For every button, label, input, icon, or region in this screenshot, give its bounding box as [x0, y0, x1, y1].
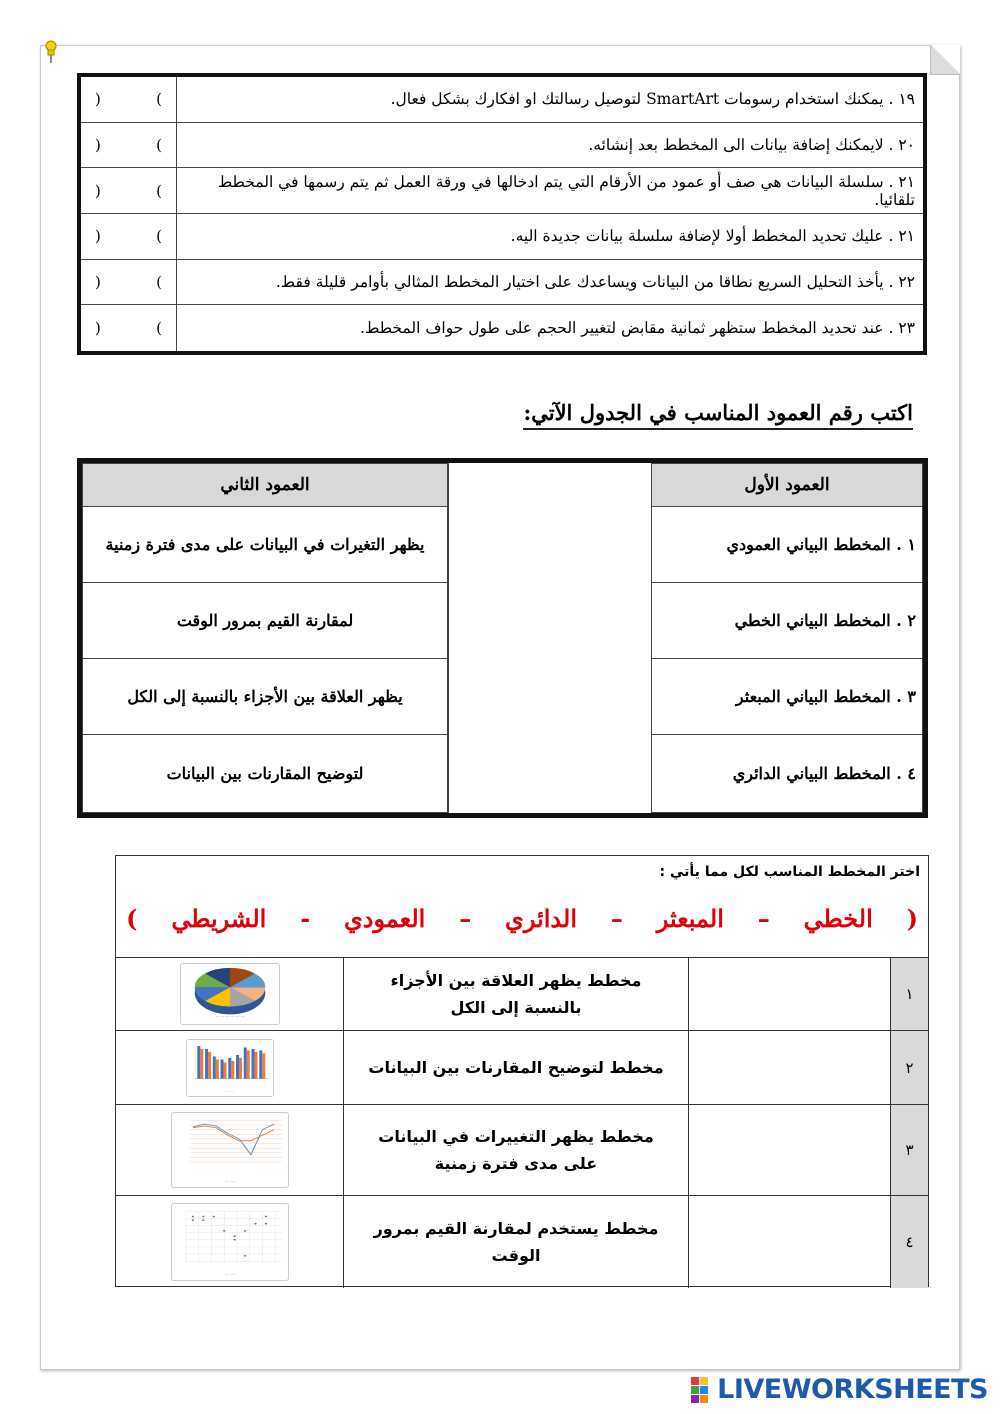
open-paren: ( [156, 90, 162, 109]
chart-type-item: ١ . المخطط البياني العمودي [652, 507, 922, 583]
svg-text:— —: — — [224, 1178, 235, 1184]
statement-row [81, 214, 923, 260]
statement-row [81, 305, 923, 351]
chart-option: الشريطي [171, 904, 267, 933]
chart-type-item: ٤ . المخطط البياني الدائري [732, 763, 916, 783]
chart-option: ) [126, 904, 138, 933]
close-paren: ) [95, 227, 101, 246]
chart-option: المبعثر [656, 904, 724, 933]
answer-cell[interactable] [688, 1196, 890, 1288]
choose-instruction: اختر المخطط المناسب لكل مما يأتي : [659, 864, 920, 880]
chart-option: العمودي [344, 904, 426, 933]
answer-parentheses[interactable] [81, 214, 177, 259]
chart-option: - [300, 904, 311, 933]
chart-description: مخطط يظهر التغييرات في البيانات على مدى فترة زمنية [343, 1105, 688, 1195]
pin-icon [44, 40, 58, 64]
answer-parentheses[interactable] [81, 260, 177, 305]
close-paren: ) [95, 181, 101, 200]
row-number: ١ [890, 958, 928, 1030]
column-two-header: العمود الثاني [83, 464, 447, 507]
close-paren: ) [95, 273, 101, 292]
choose-chart-table [115, 855, 929, 1287]
chart-option: – [459, 904, 472, 933]
row-number: ٣ [890, 1105, 928, 1195]
page-fold-corner [930, 45, 960, 75]
close-paren: ) [95, 136, 101, 155]
chart-option: الخطي [803, 904, 873, 933]
chart-option: – [757, 904, 770, 933]
chart-question-row [116, 1105, 928, 1196]
logo-text: LIVEWORKSHEETS [717, 1374, 988, 1405]
answer-column[interactable] [448, 463, 652, 813]
statement-row [81, 123, 923, 169]
answer-parentheses[interactable] [81, 77, 177, 122]
chart-description: مخطط يستخدم لمقارنة القيم بمرور الوقت [343, 1196, 688, 1288]
close-paren: ) [95, 319, 101, 338]
chart-description: مخطط يظهر العلاقة بين الأجزاء بالنسبة إلى الكل [343, 958, 688, 1030]
svg-text:— — — — — —: — — — — — — [214, 1013, 245, 1019]
chart-option: – [610, 904, 623, 933]
description-item: لتوضيح المقارنات بين البيانات [166, 763, 364, 783]
answer-cell[interactable] [688, 958, 890, 1030]
chart-option: ( [906, 904, 918, 933]
statement-text: ٢٢ . يأخذ التحليل السريع نطاقا من البيانات ويساعدك على اختيار المخطط المثالي بأوامر قليلة فقط. [275, 273, 915, 292]
open-paren: ( [156, 136, 162, 155]
chart-option: الدائري [505, 904, 577, 933]
description-item: يظهر العلاقة بين الأجزاء بالنسبة إلى الكل [83, 659, 447, 735]
column-chart-icon [186, 1039, 274, 1097]
statement-text: ٢١ . سلسلة البيانات هي صف أو عمود من الأرقام التي يتم ادخالها في ورقة العمل ثم يتم رسمها في المخطط تلقائيا. [217, 172, 915, 209]
svg-text:— —: — — [224, 1272, 235, 1277]
open-paren: ( [156, 181, 162, 200]
answer-parentheses[interactable] [81, 168, 177, 213]
statement-row [81, 77, 923, 123]
answer-cell[interactable] [688, 1105, 890, 1195]
chart-options [126, 904, 918, 933]
description-item: يظهر التغيرات في البيانات على مدى فترة زمنية [83, 507, 447, 583]
scatter-chart-icon [171, 1203, 289, 1281]
description-item: لمقارنة القيم بمرور الوقت [83, 583, 447, 659]
line-chart-icon [171, 1112, 289, 1188]
statement-row [81, 168, 923, 214]
true-false-table [77, 73, 927, 355]
open-paren: ( [156, 273, 162, 292]
matching-table [77, 458, 928, 818]
chart-thumbnail-cell [116, 958, 343, 1030]
svg-text:— —: — — [225, 1088, 234, 1093]
chart-thumbnail-cell [116, 1196, 343, 1288]
statement-text: ١٩ . يمكنك استخدام رسومات SmartArt لتوصيل رسالتك او افكارك بشكل فعال. [390, 90, 915, 109]
chart-description: مخطط لتوضيح المقارنات بين البيانات [343, 1031, 688, 1104]
liveworksheets-logo [691, 1374, 988, 1405]
row-number: ٢ [890, 1031, 928, 1104]
chart-question-row [116, 1031, 928, 1105]
close-paren: ) [95, 90, 101, 109]
chart-type-item: ٣ . المخطط البياني المبعثر [652, 659, 922, 735]
column-one-header: العمود الأول [652, 464, 922, 507]
answer-cell[interactable] [688, 1031, 890, 1104]
chart-question-row [116, 958, 928, 1031]
chart-type-item: ٢ . المخطط البياني الخطي [652, 583, 922, 659]
open-paren: ( [156, 319, 162, 338]
statement-text: ٢١ . عليك تحديد المخطط أولا لإضافة سلسلة بيانات جديدة اليه. [510, 227, 915, 246]
row-number: ٤ [890, 1196, 928, 1288]
answer-parentheses[interactable] [81, 123, 177, 168]
answer-parentheses[interactable] [81, 305, 177, 351]
statement-text: ٢٠ . لايمكنك إضافة بيانات الى المخطط بعد إنشائه. [588, 136, 915, 155]
chart-thumbnail-cell [116, 1105, 343, 1195]
column-two [82, 463, 448, 813]
statement-row [81, 260, 923, 306]
chart-question-row [116, 1196, 928, 1288]
statement-text: ٢٣ . عند تحديد المخطط ستظهر ثمانية مقابض لتغيير الحجم على طول حواف المخطط. [360, 319, 915, 338]
pie-chart-icon [180, 963, 280, 1025]
open-paren: ( [156, 227, 162, 246]
matching-heading: اكتب رقم العمود المناسب في الجدول الآتي: [523, 400, 913, 430]
column-one [651, 463, 923, 813]
chart-thumbnail-cell [116, 1031, 343, 1104]
logo-icon [691, 1377, 717, 1403]
